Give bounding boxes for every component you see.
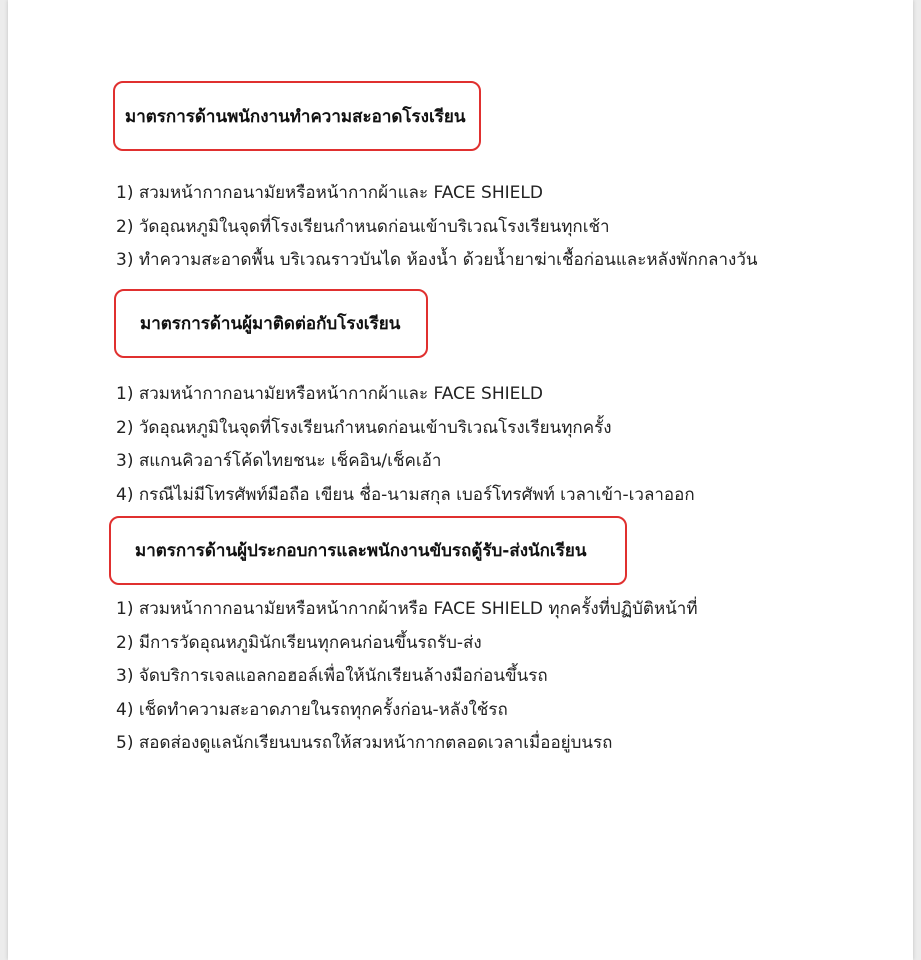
visitors-measures-list [116,378,695,512]
list-item: 3) จัดบริการเจลแอลกอฮอล์เพื่อให้นักเรียนล้างมือก่อนขึ้นรถ [116,666,548,686]
section-heading-van-operators [109,516,627,585]
list-item: 1) สวมหน้ากากอนามัยหรือหน้ากากผ้าหรือ FACE SHIELD ทุกครั้งที่ปฏิบัติหน้าที่ [116,599,698,619]
list-item: 5) สอดส่องดูแลนักเรียนบนรถให้สวมหน้ากากตลอดเวลาเมื่ออยู่บนรถ [116,733,613,753]
list-item: 1) สวมหน้ากากอนามัยหรือหน้ากากผ้าและ FACE SHIELD [116,183,543,203]
list-item: 2) วัดอุณหภูมิในจุดที่โรงเรียนกำหนดก่อนเข้าบริเวณโรงเรียนทุกเช้า [116,216,610,237]
document-page [8,0,913,960]
section-heading-text: มาตรการด้านผู้ประกอบการและพนักงานขับรถตู้รับ-ส่งนักเรียน [135,541,587,561]
section-heading-text: มาตรการด้านพนักงานทำความสะอาดโรงเรียน [125,106,466,127]
section-heading-text: มาตรการด้านผู้มาติดต่อกับโรงเรียน [140,314,401,334]
list-item: 3) สแกนคิวอาร์โค้ดไทยชนะ เช็คอิน/เช็คเอ้า [116,451,442,471]
list-item: 2) มีการวัดอุณหภูมินักเรียนทุกคนก่อนขึ้นรถรับ-ส่ง [116,632,482,653]
cleaning-staff-measures-list [116,177,758,278]
section-heading-visitors [114,289,428,358]
list-item: 1) สวมหน้ากากอนามัยหรือหน้ากากผ้าและ FACE SHIELD [116,384,543,404]
van-operators-measures-list [116,593,698,761]
list-item: 2) วัดอุณหภูมิในจุดที่โรงเรียนกำหนดก่อนเข้าบริเวณโรงเรียนทุกครั้ง [116,417,612,438]
list-item: 4) เช็ดทำความสะอาดภายในรถทุกครั้งก่อน-หลังใช้รถ [116,699,508,720]
section-heading-cleaning-staff [113,81,481,151]
list-item: 3) ทำความสะอาดพื้น บริเวณราวบันได ห้องน้ำ ด้วยน้ำยาฆ่าเชื้อก่อนและหลังพักกลางวัน [116,250,758,270]
list-item: 4) กรณีไม่มีโทรศัพท์มือถือ เขียน ชื่อ-นามสกุล เบอร์โทรศัพท์ เวลาเข้า-เวลาออก [116,484,695,505]
